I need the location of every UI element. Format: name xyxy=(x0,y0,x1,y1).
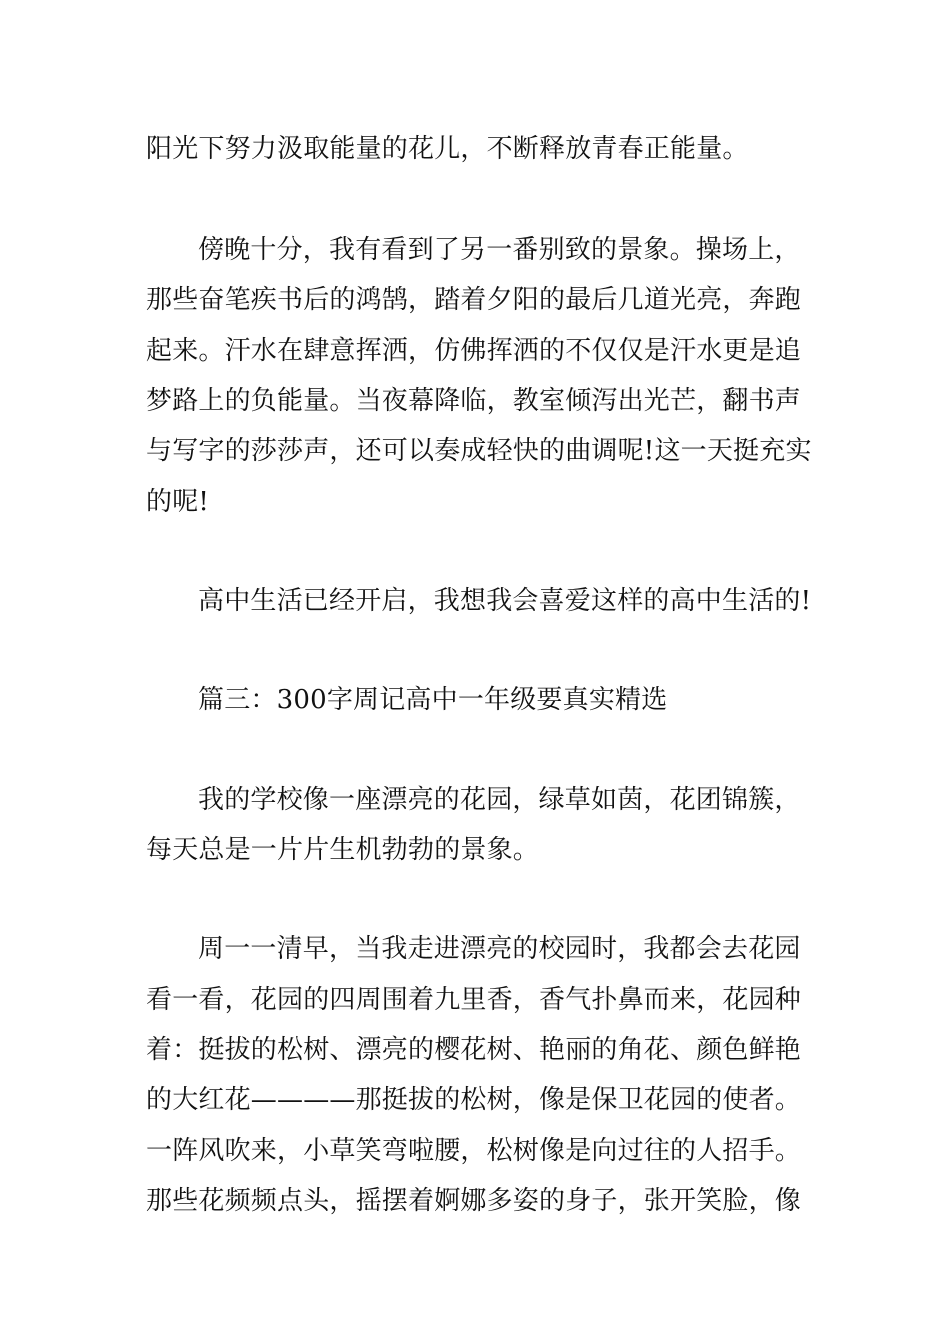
paragraph-line: 与写字的莎莎声，还可以奏成轻快的曲调呢!这一天挺充实 xyxy=(146,436,812,466)
paragraph-line: 每天总是一片片生机勃勃的景象。 xyxy=(146,835,540,865)
paragraph-line: 那些奋笔疾书后的鸿鹄，踏着夕阳的最后几道光亮，奔跑 xyxy=(146,285,802,315)
paragraph-line: 的呢! xyxy=(146,487,210,517)
paragraph-line: 着：挺拔的松树、漂亮的樱花树、艳丽的角花、颜色鲜艳 xyxy=(146,1035,802,1065)
paragraph-line: 一阵风吹来，小草笑弯啦腰，松树像是向过往的人招手。 xyxy=(146,1136,802,1166)
paragraph-line: 看一看，花园的四周围着九里香，香气扑鼻而来，花园种 xyxy=(146,985,802,1015)
paragraph-line: 阳光下努力汲取能量的花儿，不断释放青春正能量。 xyxy=(146,134,749,164)
paragraph-line: 的大红花————那挺拔的松树，像是保卫花园的使者。 xyxy=(146,1085,802,1115)
section-heading: 篇三：300字周记高中一年级要真实精选 xyxy=(198,685,668,715)
paragraph-line: 周一一清早，当我走进漂亮的校园时，我都会去花园 xyxy=(198,934,801,964)
paragraph-line: 梦路上的负能量。当夜幕降临，教室倾泻出光芒，翻书声 xyxy=(146,386,802,416)
paragraph-line: 傍晚十分，我有看到了另一番别致的景象。操场上， xyxy=(198,235,801,265)
paragraph-line: 那些花频频点头，摇摆着婀娜多姿的身子，张开笑脸，像 xyxy=(146,1186,802,1216)
paragraph-line: 高中生活已经开启，我想我会喜爱这样的高中生活的! xyxy=(198,586,812,616)
paragraph-line: 起来。汗水在肆意挥洒，仿佛挥洒的不仅仅是汗水更是追 xyxy=(146,336,802,366)
paragraph-line: 我的学校像一座漂亮的花园，绿草如茵，花团锦簇， xyxy=(198,785,801,815)
